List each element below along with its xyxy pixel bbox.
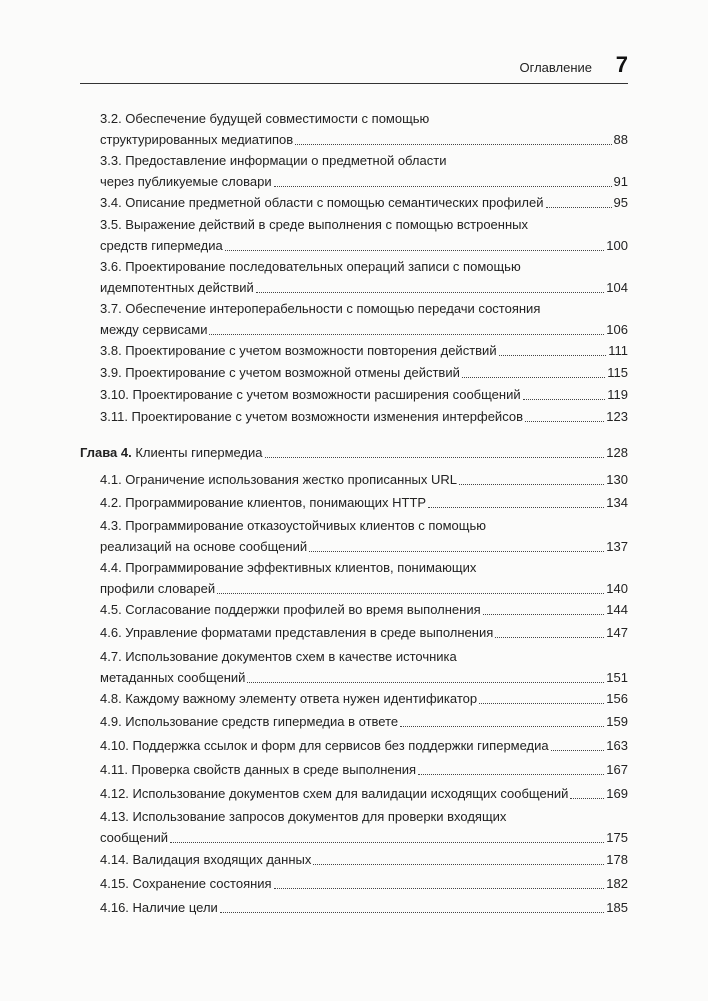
toc-entry-page: 106 xyxy=(606,322,628,337)
toc-entry-page: 144 xyxy=(606,602,628,617)
toc-entry xyxy=(100,406,628,427)
toc-entry-text: через публикуемые словари xyxy=(100,174,272,189)
toc-entry-text: 4.1. Ограничение использования жестко прописанных URL xyxy=(100,472,457,487)
toc-entry xyxy=(100,515,628,557)
dot-leader xyxy=(256,292,605,293)
toc-entry-text: 4.2. Программирование клиентов, понимающих HTTP xyxy=(100,495,427,510)
toc-entry xyxy=(100,256,628,298)
toc-entry-text: средств гипермедиа xyxy=(100,238,223,253)
toc-entry-text: 4.12. Использование документов схем для валидации исходящих сообщений xyxy=(100,786,569,801)
toc-entry-page: 130 xyxy=(606,472,628,487)
dot-leader xyxy=(209,334,604,335)
toc-entry-line1: 4.7. Использование документов схем в качестве источника xyxy=(100,649,457,664)
dot-leader xyxy=(265,457,605,458)
toc-entry-page: 178 xyxy=(606,852,628,867)
toc-entry xyxy=(100,492,628,513)
toc-entry xyxy=(100,298,628,340)
toc-entry-text: реализаций на основе сообщений xyxy=(100,539,308,554)
toc-entry-line1: 3.7. Обеспечение интероперабельности с помощью передачи состояния xyxy=(100,301,541,316)
toc-entry xyxy=(100,873,628,894)
toc-entry xyxy=(100,783,628,804)
toc-entry-page: 128 xyxy=(606,445,628,460)
toc-entry xyxy=(100,897,628,918)
dot-leader xyxy=(295,144,611,145)
toc-entry-page: 169 xyxy=(606,786,628,801)
header-page-number: 7 xyxy=(615,52,628,77)
toc-entry-page: 119 xyxy=(607,387,628,402)
toc-entry xyxy=(100,735,628,756)
toc-entry-text: 4.10. Поддержка ссылок и форм для сервисов без поддержки гипермедиа xyxy=(100,738,549,753)
toc-entry-text: сообщений xyxy=(100,830,169,845)
toc-entry-page: 137 xyxy=(606,539,628,554)
dot-leader xyxy=(546,207,612,208)
toc-entry-text: 4.8. Каждому важному элементу ответа нужен идентификатор xyxy=(100,691,478,706)
dot-leader xyxy=(220,912,604,913)
toc-entry-page: 156 xyxy=(606,691,628,706)
toc-entry xyxy=(100,214,628,256)
dot-leader xyxy=(462,377,605,378)
toc-entry xyxy=(100,849,628,870)
toc-entry xyxy=(100,150,628,192)
toc-entry xyxy=(100,622,628,643)
toc-entry xyxy=(100,759,628,780)
chapter-prefix: Глава 4. xyxy=(80,445,132,460)
toc-entry-text: структурированных медиатипов xyxy=(100,132,294,147)
toc-entry-line1: 3.5. Выражение действий в среде выполнения с помощью встроенных xyxy=(100,217,528,232)
toc-entry xyxy=(100,711,628,732)
toc-entry-page: 104 xyxy=(606,280,628,295)
dot-leader xyxy=(309,551,604,552)
toc-entry-page: 163 xyxy=(606,738,628,753)
toc-entry-page: 175 xyxy=(606,830,628,845)
dot-leader xyxy=(247,682,604,683)
toc-entry-text: 4.16. Наличие цели xyxy=(100,900,218,915)
header-rule xyxy=(80,83,628,84)
dot-leader xyxy=(313,864,604,865)
toc-entry-line1: 4.13. Использование запросов документов для проверки входящих xyxy=(100,809,507,824)
dot-leader xyxy=(570,798,604,799)
toc-entry-page: 115 xyxy=(607,365,628,380)
chapter-title: Клиенты гипермедиа xyxy=(131,445,263,460)
toc-entry-page: 147 xyxy=(606,625,628,640)
toc-entry xyxy=(100,340,628,361)
toc-entry xyxy=(100,384,628,405)
toc-entry-page: 100 xyxy=(606,238,628,253)
dot-leader xyxy=(483,614,605,615)
toc-entry-line1: 4.3. Программирование отказоустойчивых клиентов с помощью xyxy=(100,518,486,533)
toc-entry-text: идемпотентных действий xyxy=(100,280,254,295)
dot-leader xyxy=(525,421,604,422)
toc-entry-line1: 3.6. Проектирование последовательных операций записи с помощью xyxy=(100,259,521,274)
dot-leader xyxy=(170,842,604,843)
toc-entry-text: 4.9. Использование средств гипермедиа в ответе xyxy=(100,714,399,729)
toc-entry-page: 167 xyxy=(606,762,628,777)
toc-entry-page: 123 xyxy=(606,409,628,424)
toc-entry-page: 151 xyxy=(606,670,628,685)
dot-leader xyxy=(225,250,605,251)
running-header xyxy=(80,52,628,84)
toc-entry xyxy=(100,806,628,848)
dot-leader xyxy=(499,355,607,356)
toc-entry xyxy=(100,469,628,490)
toc-entry-text: 4.5. Согласование поддержки профилей во время выполнения xyxy=(100,602,481,617)
toc-entry-page: 111 xyxy=(608,343,628,358)
toc-entry xyxy=(100,192,628,213)
toc-entry-page: 91 xyxy=(613,174,628,189)
dot-leader xyxy=(479,703,604,704)
dot-leader xyxy=(551,750,605,751)
toc-entry xyxy=(100,646,628,688)
toc-entry-text: 3.4. Описание предметной области с помощью семантических профилей xyxy=(100,195,544,210)
dot-leader xyxy=(217,593,604,594)
dot-leader xyxy=(274,186,612,187)
toc-entry-text: 3.9. Проектирование с учетом возможной отмены действий xyxy=(100,365,460,380)
dot-leader xyxy=(495,637,604,638)
toc-entry-page: 159 xyxy=(606,714,628,729)
toc-entry xyxy=(100,108,628,150)
toc-entry xyxy=(100,599,628,620)
toc-entry-page: 185 xyxy=(606,900,628,915)
toc-entry-text: 4.6. Управление форматами представления в среде выполнения xyxy=(100,625,494,640)
dot-leader xyxy=(459,484,604,485)
toc-entry-text: между сервисами xyxy=(100,322,208,337)
toc-entry-page: 88 xyxy=(613,132,628,147)
dot-leader xyxy=(400,726,604,727)
toc-entry xyxy=(100,362,628,383)
toc-entry-text: метаданных сообщений xyxy=(100,670,246,685)
toc-entry-page: 140 xyxy=(606,581,628,596)
toc-entry-text: профили словарей xyxy=(100,581,216,596)
toc-entry xyxy=(100,557,628,599)
toc-entry-page: 95 xyxy=(613,195,628,210)
toc-entry-text: 3.11. Проектирование с учетом возможности изменения интерфейсов xyxy=(100,409,523,424)
toc-entry-line1: 3.2. Обеспечение будущей совместимости с помощью xyxy=(100,111,430,126)
toc-entry-text: 4.11. Проверка свойств данных в среде выполнения xyxy=(100,762,417,777)
toc-entry-text: 3.10. Проектирование с учетом возможности расширения сообщений xyxy=(100,387,521,402)
dot-leader xyxy=(523,399,606,400)
toc-entry-page: 134 xyxy=(606,495,628,510)
toc-entry xyxy=(100,688,628,709)
toc-entry-page: 182 xyxy=(606,876,628,891)
toc-entry-line1: 4.4. Программирование эффективных клиентов, понимающих xyxy=(100,560,477,575)
dot-leader xyxy=(428,507,604,508)
toc-chapter-entry xyxy=(80,442,628,463)
dot-leader xyxy=(274,888,605,889)
toc-entry-text: 3.8. Проектирование с учетом возможности повторения действий xyxy=(100,343,497,358)
toc-entry-text: 4.14. Валидация входящих данных xyxy=(100,852,312,867)
toc-entry-text: 4.15. Сохранение состояния xyxy=(100,876,272,891)
toc-entry-line1: 3.3. Предоставление информации о предметной области xyxy=(100,153,447,168)
dot-leader xyxy=(418,774,604,775)
header-title: Оглавление xyxy=(519,60,592,75)
